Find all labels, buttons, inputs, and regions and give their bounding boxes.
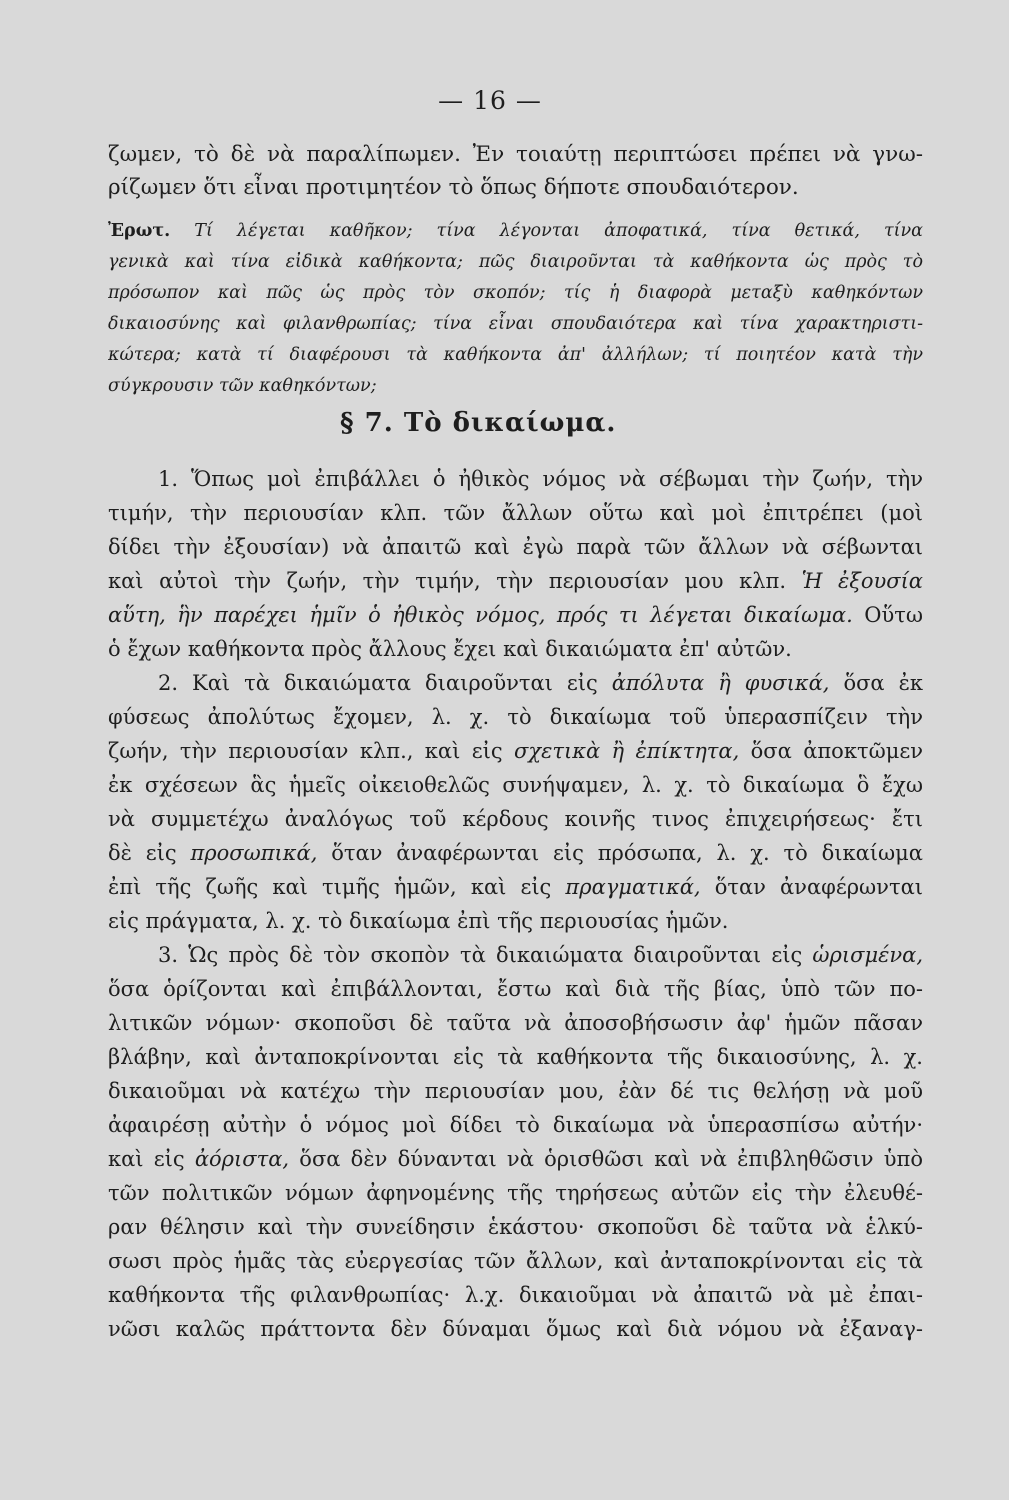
paragraph-2-line	[108, 870, 923, 904]
emphasis-text: ἀόριστα,	[194, 1147, 290, 1171]
text-span: ζωήν, τὴν περιουσίαν κλπ., καὶ εἰς	[108, 739, 503, 763]
paragraph-3-line: ἀφαιρέσῃ αὐτὴν ὁ νόμος μοὶ δίδει τὸ δικαίωμα νὰ ὑπερασπίσω αὐτήν·	[108, 1113, 923, 1137]
text-span: Οὕτω	[864, 603, 923, 627]
paragraph-1-line	[108, 598, 923, 632]
emphasis-text: ἀπόλυτα ἢ φυσικά,	[611, 671, 830, 695]
text-span: δὲ εἰς	[108, 841, 177, 865]
paragraph-2-line: νὰ συμμετέχω ἀναλόγως τοῦ κέρδους κοινῆς τινος ἐπιχειρήσεως· ἔτι	[108, 807, 923, 831]
question-line: δικαιοσύνης καὶ φιλανθρωπίας; τίνα εἶναι σπουδαιότερα καὶ τίνα χαρακτηριστι-	[108, 314, 923, 334]
text-span: καὶ αὐτοὶ τὴν ζωήν, τὴν τιμήν, τὴν περιουσίαν μου κλπ.	[108, 569, 787, 593]
text-span: ἐπὶ τῆς ζωῆς καὶ τιμῆς ἡμῶν, καὶ εἰς	[108, 875, 552, 899]
paragraph-2-line: φύσεως ἀπολύτως ἔχομεν, λ. χ. τὸ δικαίωμα τοῦ ὑπερασπίζειν τὴν	[108, 705, 923, 729]
emphasis-text: ὡρισμένα,	[812, 943, 923, 967]
body-text	[108, 462, 923, 1346]
paragraph-3-line: σωσι πρὸς ἡμᾶς τὰς εὐεργεσίας τῶν ἄλλων, καὶ ἀνταποκρίνονται εἰς τὰ	[108, 1249, 923, 1273]
emphasis-text: προσωπικά,	[190, 841, 318, 865]
text-span: ὅσα ἐκ	[843, 671, 923, 695]
paragraph-2-line	[108, 734, 923, 768]
paragraph-3-line: βλάβην, καὶ ἀνταποκρίνονται εἰς τὰ καθήκοντα τῆς δικαιοσύνης, λ. χ.	[108, 1045, 923, 1069]
page-number: — 16 —	[438, 86, 542, 115]
section-heading: § 7. Τὸ δικαίωμα.	[340, 408, 617, 438]
text-span: ὅσα ἀποκτῶμεν	[750, 739, 923, 763]
paragraph-3-line	[108, 938, 923, 972]
question-line: σύγκρουσιν τῶν καθηκόντων;	[108, 376, 377, 396]
question-line	[108, 216, 923, 247]
paragraph-3-line	[108, 1142, 923, 1176]
paragraph-3-line: λιτικῶν νόμων· σκοποῦσι δὲ ταῦτα νὰ ἀποσοβήσωσιν ἀφ' ἡμῶν πᾶσαν	[108, 1011, 923, 1035]
text-span: ὅσα δὲν δύνανται νὰ ὁρισθῶσι καὶ νὰ ἐπιβληθῶσιν ὑπὸ	[299, 1147, 923, 1171]
question-line: πρόσωπον καὶ πῶς ὡς πρὸς τὸν σκοπόν; τίς ἡ διαφορὰ μεταξὺ καθηκόντων	[108, 283, 923, 303]
text-span: καὶ εἰς	[108, 1147, 185, 1171]
question-line: γενικὰ καὶ τίνα εἰδικὰ καθήκοντα; πῶς διαιροῦνται τὰ καθήκοντα ὡς πρὸς τὸ	[108, 252, 923, 272]
paragraph-3-line: νῶσι καλῶς πράττοντα δὲν δύναμαι ὅμως καὶ διὰ νόμου νὰ ἐξαναγ-	[108, 1317, 923, 1341]
question-line: κώτερα; κατὰ τί διαφέρουσι τὰ καθήκοντα ἀπ' ἀλλήλων; τί ποιητέον κατὰ τὴν	[108, 345, 923, 365]
text-span: 2. Καὶ τὰ δικαιώματα διαιροῦνται εἰς	[158, 671, 598, 695]
question-text: Τί λέγεται καθῆκον; τίνα λέγονται ἀποφατικά, τίνα θετικά, τίνα	[194, 221, 923, 241]
text-line: ζωμεν, τὸ δὲ νὰ παραλίπωμεν. Ἐν τοιαύτῃ περιπτώσει πρέπει νὰ γνω-	[108, 142, 923, 167]
paragraph-3-line: καθήκοντα τῆς φιλανθρωπίας· λ.χ. δικαιοῦμαι νὰ ἀπαιτῶ νὰ μὲ ἐπαι-	[108, 1283, 923, 1307]
paragraph-1-line: 1. Ὅπως μοὶ ἐπιβάλλει ὁ ἠθικὸς νόμος νὰ σέβωμαι τὴν ζωήν, τὴν	[158, 467, 923, 491]
emphasis-text: Ἡ ἐξουσία	[801, 569, 923, 593]
review-questions	[108, 216, 923, 402]
paragraph-3-line: τῶν πολιτικῶν νόμων ἀφηνομένης τῆς τηρήσεως αὐτῶν εἰς τὴν ἐλευθέ-	[108, 1181, 923, 1205]
paragraph-3-line: ὅσα ὁρίζονται καὶ ἐπιβάλλονται, ἔστω καὶ διὰ τῆς βίας, ὑπὸ τῶν πο-	[108, 977, 923, 1001]
paragraph-2-line	[108, 836, 923, 870]
questions-label: Ἐρωτ.	[108, 221, 171, 241]
paragraph-1-line	[108, 564, 923, 598]
text-span: ὅταν ἀναφέρωνται	[714, 875, 923, 899]
paragraph-1-line: ὁ ἔχων καθήκοντα πρὸς ἄλλους ἔχει καὶ δικαιώματα ἐπ' αὐτῶν.	[108, 637, 792, 661]
intro-text	[108, 138, 923, 204]
paragraph-2-line: ἐκ σχέσεων ἃς ἡμεῖς οἰκειοθελῶς συνήψαμεν, λ. χ. τὸ δικαίωμα ὃ ἔχω	[108, 773, 923, 797]
text-span: ὅταν ἀναφέρωνται εἰς πρόσωπα, λ. χ. τὸ δικαίωμα	[331, 841, 923, 865]
paragraph-2-line: εἰς πράγματα, λ. χ. τὸ δικαίωμα ἐπὶ τῆς περιουσίας ἡμῶν.	[108, 909, 729, 933]
emphasis-text: αὕτη, ἣν παρέχει ἡμῖν ὁ ἠθικὸς νόμος, πρός τι λέγεται δικαίωμα.	[108, 603, 853, 627]
paragraph-1-line: τιμήν, τὴν περιουσίαν κλπ. τῶν ἄλλων οὕτω καὶ μοὶ ἐπιτρέπει (μοὶ	[108, 501, 923, 525]
text-line: ρίζωμεν ὅτι εἶναι προτιμητέον τὸ ὅπως δήποτε σπουδαιότερον.	[108, 175, 799, 200]
paragraph-2-line	[108, 666, 923, 700]
paragraph-3-line: ραν θέλησιν καὶ τὴν συνείδησιν ἑκάστου· σκοποῦσι δὲ ταῦτα νὰ ἑλκύ-	[108, 1215, 923, 1239]
emphasis-text: πραγματικά,	[565, 875, 701, 899]
emphasis-text: σχετικὰ ἢ ἐπίκτητα,	[514, 739, 740, 763]
paragraph-1-line: δίδει τὴν ἐξουσίαν) νὰ ἀπαιτῶ καὶ ἐγὼ παρὰ τῶν ἄλλων νὰ σέβωνται	[108, 535, 923, 559]
paragraph-3-line: δικαιοῦμαι νὰ κατέχω τὴν περιουσίαν μου, ἐὰν δέ τις θελήσῃ νὰ μοῦ	[108, 1079, 923, 1103]
text-span: 3. Ὡς πρὸς δὲ τὸν σκοπὸν τὰ δικαιώματα διαιροῦνται εἰς	[158, 943, 803, 967]
